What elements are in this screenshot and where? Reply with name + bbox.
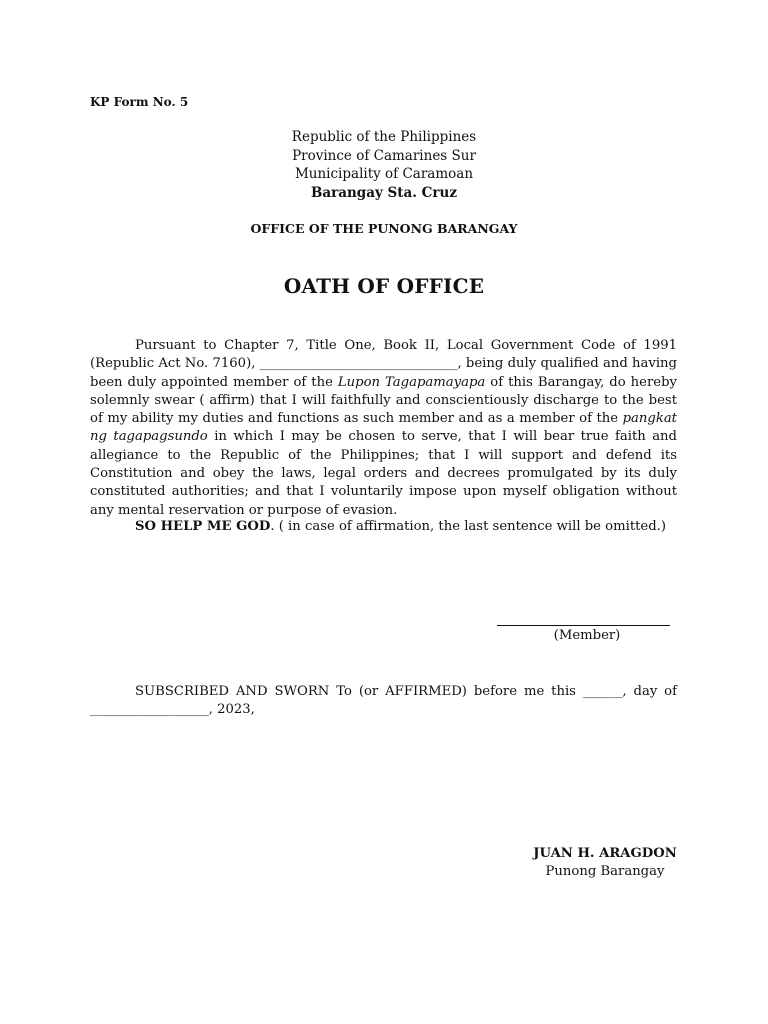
page-title: OATH OF OFFICE	[283, 274, 485, 298]
oath-text-part2: of this Barangay, do hereby solemnly swear ( affirm) that I will faithfully and conscientiously discharge to the best of my ability my duties and functions as such member and as a member of the	[90, 374, 677, 427]
header-country: Republic of the Philippines	[291, 129, 477, 145]
header-barangay: Barangay Sta. Cruz	[310, 184, 458, 201]
office-heading: OFFICE OF THE PUNONG BARANGAY	[250, 221, 518, 236]
help-bold: SO HELP ME GOD	[135, 519, 271, 534]
lupon-term: Lupon Tagapamayapa	[337, 374, 486, 390]
member-label: (Member)	[553, 628, 621, 643]
pangkat-term: pangkat ng tagapagsundo	[90, 411, 677, 445]
document-header	[0, 128, 768, 202]
help-note: . ( in case of affirmation, the last sentence will be omitted.)	[270, 519, 667, 534]
form-number: KP Form No. 5	[90, 95, 189, 109]
header-province: Province of Camarines Sur	[292, 147, 476, 164]
sworn-line2: __________________, 2023,	[90, 702, 255, 718]
help-statement	[135, 519, 666, 534]
sworn-line1: SUBSCRIBED AND SWORN To (or AFFIRMED) before me this ______, day of	[135, 684, 677, 699]
oath-text-part3: in which I may be chosen to serve, that I will bear true faith and allegiance to the Republic of the Philippines; that I will support and defend its Constitution and obey the laws, legal orders and decrees promulgated by its duly constituted authorities; and that I voluntarily impose upon myself obligation without any mental reservation or purpose of evasion.	[90, 429, 677, 518]
official-title: Punong Barangay	[545, 864, 665, 879]
oath-text-part1: Pursuant to Chapter 7, Title One, Book II, Local Government Code of 1991 (Republic Act No. 7160), ______________________________, being duly qualified and having been duly appointed member of the	[90, 338, 677, 390]
member-signature-line	[497, 625, 670, 626]
sworn-paragraph	[90, 683, 677, 720]
header-municipality: Municipality of Caramoan	[294, 166, 474, 182]
official-name: JUAN H. ARAGDON	[533, 846, 677, 861]
oath-paragraph	[90, 337, 677, 520]
